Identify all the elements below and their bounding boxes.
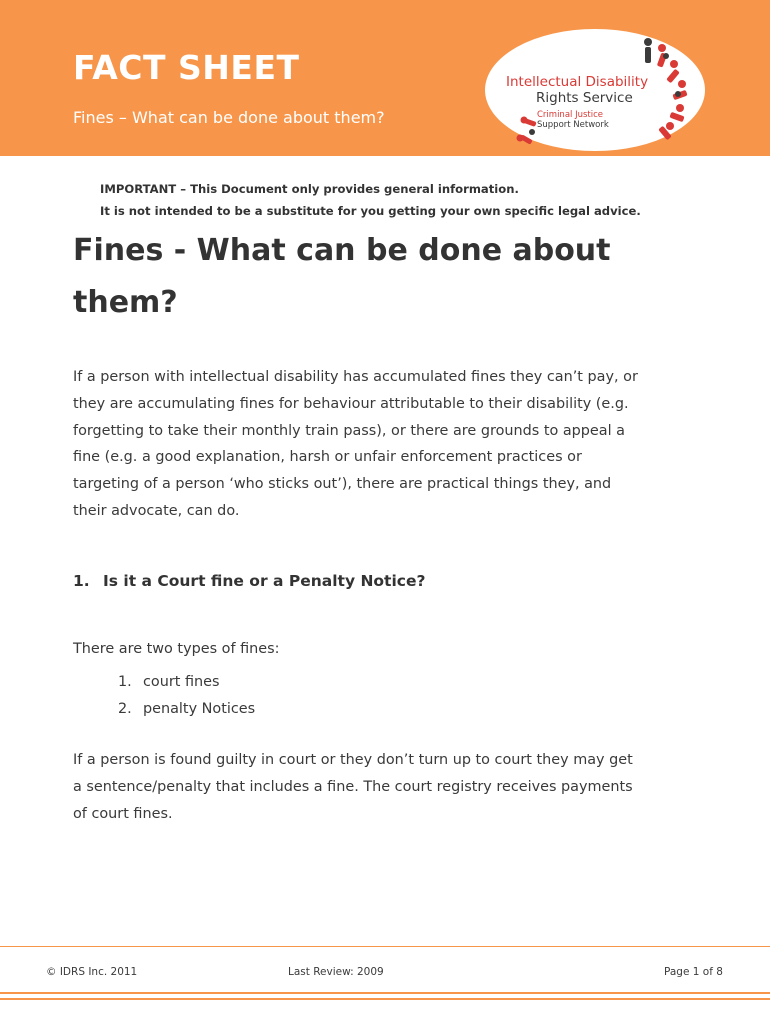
footer-divider	[0, 946, 770, 947]
paragraph-line: forgetting to take their monthly train pass), or there are grounds to appeal a	[73, 422, 625, 439]
footer-page-number: Page 1 of 8	[664, 966, 723, 978]
section-number: 1.	[73, 572, 90, 590]
logo-text-line4: Support Network	[537, 120, 609, 130]
important-line: It is not intended to be a substitute for you getting your own specific legal advice.	[100, 204, 641, 218]
paragraph-line: If a person with intellectual disability has accumulated fines they can’t pay, or	[73, 369, 638, 385]
paragraph-line: of court fines.	[73, 805, 173, 822]
footer-rule	[0, 992, 770, 994]
list-item-number: 1.	[118, 674, 132, 690]
header-banner	[0, 0, 770, 156]
title-line: them?	[73, 285, 178, 320]
header-title: FACT SHEET	[73, 48, 300, 87]
footer-rule	[0, 998, 770, 1000]
list-item-number: 2.	[118, 701, 132, 717]
section-heading-text: Is it a Court fine or a Penalty Notice?	[103, 572, 426, 590]
list-item-text: court fines	[143, 674, 220, 690]
paragraph-line: targeting of a person ‘who sticks out’), there are practical things they, and	[73, 476, 612, 493]
paragraph-line: their advocate, can do.	[73, 502, 240, 519]
footer-review-date: Last Review: 2009	[288, 966, 384, 978]
intro-paragraph	[73, 364, 713, 525]
footer-copyright: © IDRS Inc. 2011	[46, 966, 138, 978]
section-heading	[73, 572, 425, 590]
header-subtitle: Fines – What can be done about them?	[73, 108, 385, 127]
title-line: Fines - What can be done about	[73, 233, 611, 268]
paragraph-line: a sentence/penalty that includes a fine. The court registry receives payments	[73, 778, 633, 795]
list-item-text: penalty Notices	[143, 701, 256, 717]
paragraph-line: they are accumulating fines for behaviour attributable to their disability (e.g.	[73, 395, 629, 412]
section-lead: There are two types of fines:	[73, 641, 280, 657]
logo-text-line1: Intellectual Disability	[506, 74, 649, 90]
list-item	[118, 669, 255, 696]
paragraph-line: If a person is found guilty in court or they don’t turn up to court they may get	[73, 752, 633, 768]
document-title	[73, 225, 713, 329]
logo-text-line3: Criminal Justice	[537, 110, 604, 120]
idrs-logo	[484, 28, 706, 152]
paragraph-line: fine (e.g. a good explanation, harsh or unfair enforcement practices or	[73, 449, 582, 466]
logo-text-line2: Rights Service	[536, 90, 633, 106]
fine-types-list	[118, 669, 255, 723]
important-notice	[100, 178, 641, 222]
important-line: IMPORTANT – This Document only provides general information.	[100, 182, 519, 196]
list-item	[118, 696, 255, 723]
court-fines-paragraph	[73, 747, 713, 827]
